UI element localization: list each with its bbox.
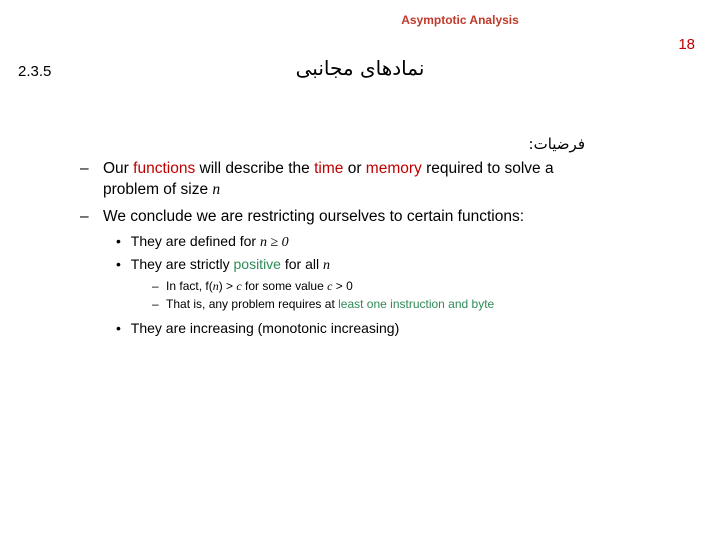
highlight-least-one: least one instruction and byte [338, 297, 495, 311]
bullet-marker: • [116, 233, 121, 249]
text: will describe the [195, 160, 315, 177]
highlight-memory: memory [365, 160, 422, 177]
text: > 0 [332, 279, 353, 293]
text: In fact, f( [166, 279, 213, 293]
text: They are strictly [130, 256, 234, 272]
defined-condition: n ≥ 0 [259, 235, 289, 250]
highlight-positive: positive [233, 256, 281, 272]
variable-c: c [327, 279, 333, 293]
bullet-marker: • [116, 256, 121, 272]
variable-n: n [212, 279, 219, 293]
text: for some value [241, 279, 328, 293]
header-title: Asymptotic Analysis [401, 13, 519, 27]
sub-bullet-problem [152, 295, 494, 314]
text: required to solve a [421, 160, 554, 177]
bullet-positive [116, 253, 330, 277]
variable-n: n [322, 258, 330, 273]
bullet-functions [80, 158, 554, 200]
variable-c: c [236, 279, 242, 293]
dash-marker: – [152, 297, 159, 311]
text: for all [280, 256, 323, 272]
highlight-functions: functions [133, 160, 196, 177]
sub-bullet-fact [152, 277, 353, 296]
dash-marker: – [152, 279, 159, 293]
text: ) > [218, 279, 237, 293]
bullet-increasing [116, 317, 399, 339]
slide-title: نمادهای مجانبی [295, 56, 425, 80]
dash-marker: – [80, 160, 89, 177]
assumptions-label: فرضیات: [528, 135, 585, 153]
text: That is, any problem requires at [166, 297, 339, 311]
section-number: 2.3.5 [18, 63, 52, 80]
bullet-restricting [80, 206, 524, 227]
text: They are defined for [130, 233, 260, 249]
dash-marker: – [80, 208, 89, 225]
text: They are increasing (monotonic increasing) [130, 320, 400, 336]
highlight-time: time [314, 160, 344, 177]
slide-number: 18 [678, 36, 695, 53]
bullet-defined [116, 230, 289, 254]
text: or [343, 160, 366, 177]
text: Our [103, 160, 134, 177]
bullet-text: We conclude we are restricting ourselves to certain functions: [103, 208, 524, 225]
variable-n: n [212, 181, 221, 198]
bullet-marker: • [116, 320, 121, 336]
text: problem of size [103, 181, 213, 198]
